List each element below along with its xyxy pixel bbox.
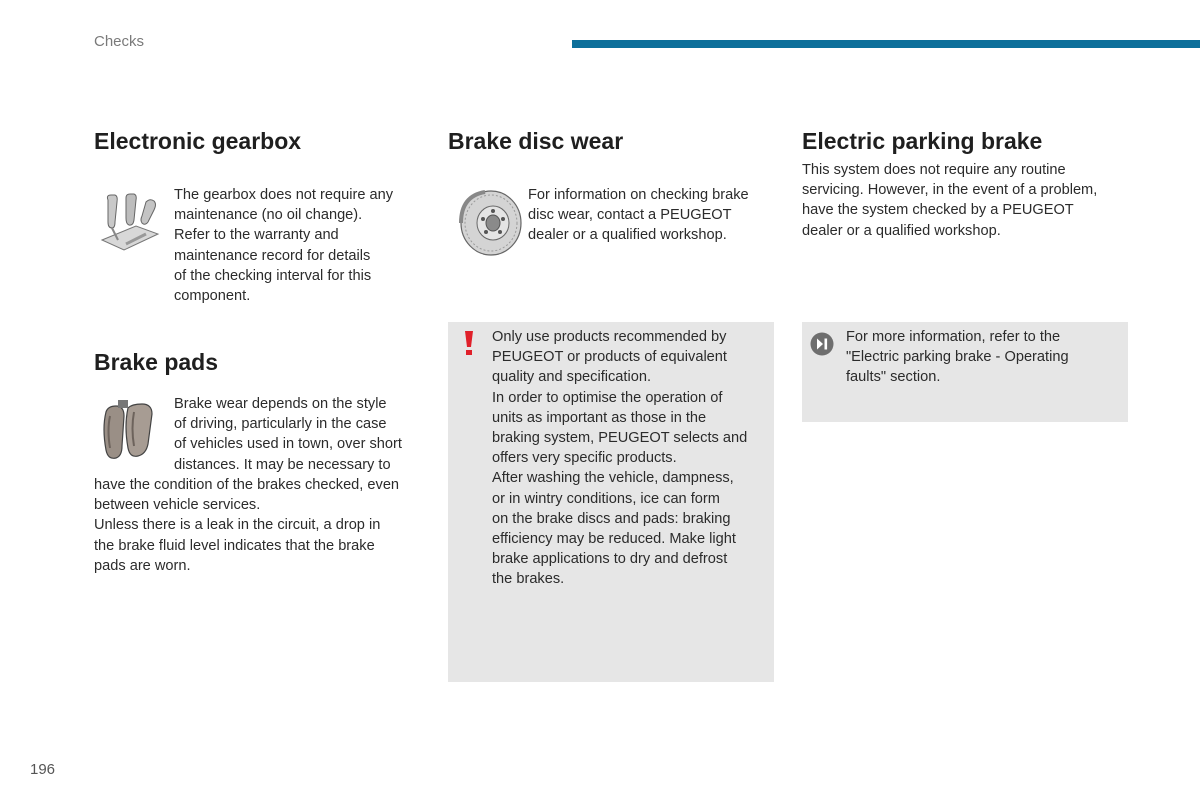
gear-lever-icon <box>96 192 162 254</box>
text-line: have the system checked by a PEUGEOT <box>802 202 1074 219</box>
text-line: have the condition of the brakes checked, even <box>94 477 400 493</box>
text-line: dealer or a qualified workshop. <box>528 227 727 244</box>
text-line: Refer to the warranty and <box>174 227 339 244</box>
next-section-icon <box>810 332 834 356</box>
text-line: of driving, particularly in the case <box>174 416 387 433</box>
page-number: 196 <box>30 761 56 778</box>
brake-pads-icon <box>98 398 158 468</box>
section-accent-bar <box>572 40 1200 48</box>
text-line: braking system, PEUGEOT selects and <box>492 430 748 447</box>
text-line: component. <box>174 288 251 305</box>
text-line: This system does not require any routine <box>802 162 1066 178</box>
text-line: of the checking interval for this <box>174 267 372 284</box>
disc-wear-title: Brake disc wear <box>448 128 624 154</box>
text-line: The gearbox does not require any <box>174 187 394 203</box>
text-line: Only use products recommended by <box>492 329 727 345</box>
text-line: the brake fluid level indicates that the brake <box>94 537 375 554</box>
text-line: units as important as those in the <box>492 409 707 426</box>
text-line: PEUGEOT or products of equivalent <box>492 349 727 366</box>
gearbox-body <box>174 185 414 306</box>
text-line: faults" section. <box>846 369 941 386</box>
text-line: maintenance record for details <box>174 247 371 264</box>
brake-disc-icon <box>455 188 523 258</box>
text-line: For more information, refer to the <box>846 329 1061 345</box>
warning-exclamation-icon <box>462 330 476 356</box>
text-line: between vehicle services. <box>94 497 261 514</box>
text-line: or in wintry conditions, ice can form <box>492 490 720 507</box>
text-line: After washing the vehicle, dampness, <box>492 470 734 487</box>
text-line: offers very specific products. <box>492 450 677 467</box>
text-line: maintenance (no oil change). <box>174 207 363 224</box>
text-line: Brake wear depends on the style <box>174 396 387 412</box>
text-line: disc wear, contact a PEUGEOT <box>528 207 732 224</box>
info-text <box>846 327 1122 388</box>
text-line: "Electric parking brake - Operating <box>846 349 1069 366</box>
text-line: servicing. However, in the event of a problem, <box>802 182 1098 199</box>
text-line: the brakes. <box>492 571 565 588</box>
brake-pads-title: Brake pads <box>94 349 219 375</box>
text-line: of vehicles used in town, over short <box>174 436 402 453</box>
text-line: brake applications to dry and defrost <box>492 551 728 568</box>
section-label: Checks <box>94 33 145 50</box>
text-line: In order to optimise the operation of <box>492 389 723 406</box>
text-line: efficiency may be reduced. Make light <box>492 531 736 548</box>
text-line: on the brake discs and pads: braking <box>492 510 731 527</box>
parking-brake-title: Electric parking brake <box>802 128 1043 154</box>
brake-pads-body <box>94 475 424 576</box>
brake-pads-body-indented <box>174 394 419 475</box>
warning-text <box>492 327 770 590</box>
text-line: quality and specification. <box>492 369 652 386</box>
text-line: For information on checking brake <box>528 187 749 203</box>
text-line: distances. It may be necessary to <box>174 456 391 473</box>
text-line: pads are worn. <box>94 557 191 574</box>
text-line: Unless there is a leak in the circuit, a drop in <box>94 517 381 534</box>
gearbox-title: Electronic gearbox <box>94 128 302 154</box>
disc-wear-body <box>528 185 768 246</box>
parking-brake-body <box>802 160 1132 241</box>
text-line: dealer or a qualified workshop. <box>802 222 1001 239</box>
